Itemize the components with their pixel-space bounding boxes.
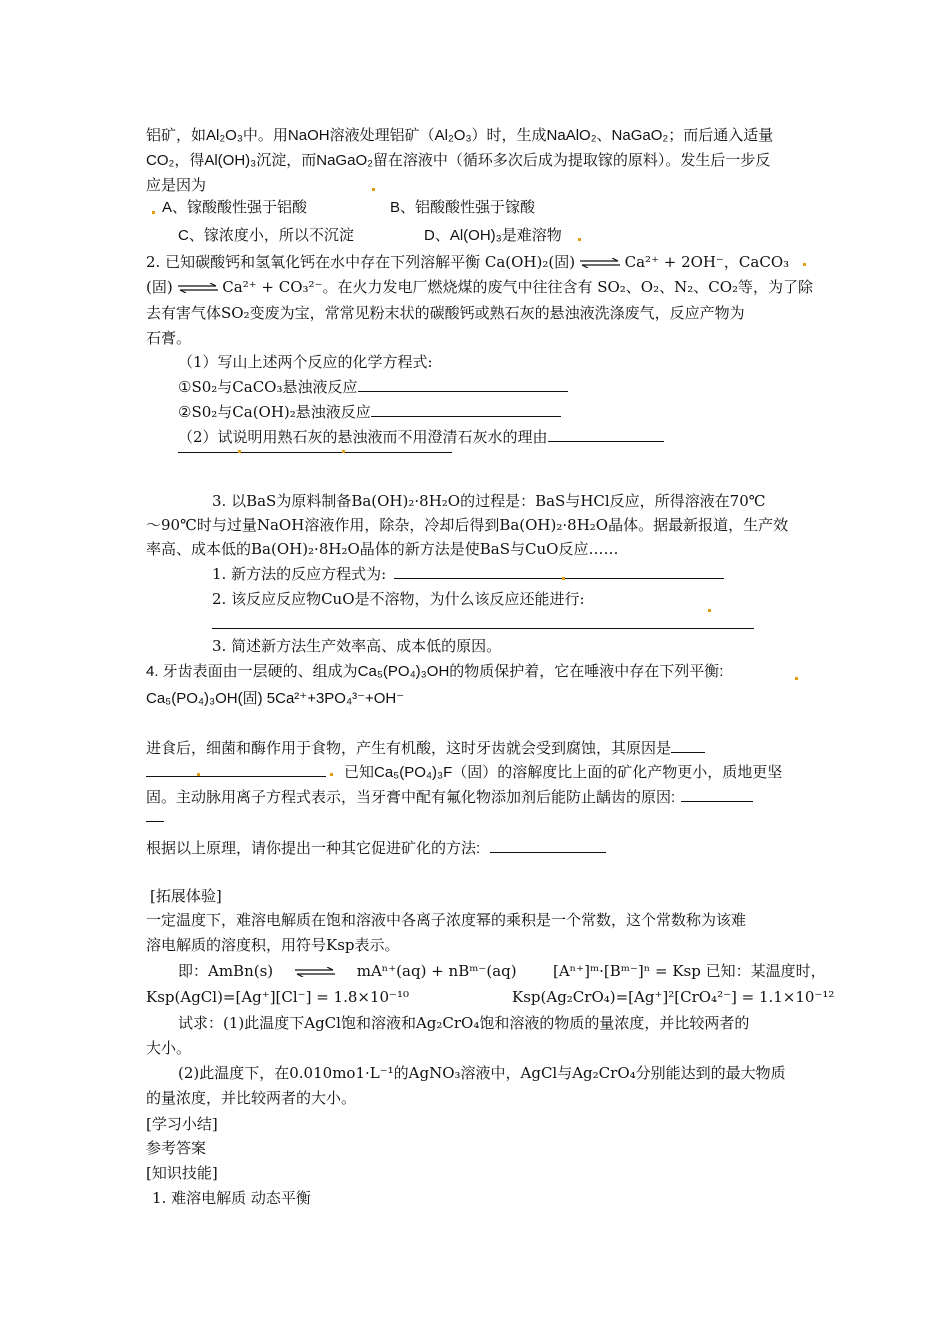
speck-mark bbox=[330, 773, 333, 776]
paragraph-line: 应是因为 bbox=[146, 177, 207, 194]
ksp-formula-part: mAⁿ⁺(aq) + nBᵐ⁻(aq) bbox=[356, 962, 517, 980]
option-a: A、镓酸酸性强于铝酸 bbox=[162, 199, 308, 216]
answer-blank[interactable] bbox=[371, 400, 561, 417]
speck-mark bbox=[803, 263, 806, 266]
speck-mark bbox=[238, 450, 241, 453]
extension-line: 的量浓度，并比较两者的大小。 bbox=[146, 1089, 357, 1107]
speck-mark bbox=[708, 609, 711, 612]
question-3-part-1 bbox=[212, 562, 882, 586]
question-3-line: ～90℃时与过量NaOH溶液作用，除杂，冷却后得到Ba(OH)₂·8H₂O晶体。据最新报道，生产效 bbox=[146, 516, 789, 534]
question-4-text: 已知Ca₅(PO₄)₃F（固）的溶解度比上面的矿化产物更小，质地更坚 bbox=[344, 764, 783, 781]
question-4-line bbox=[146, 760, 816, 785]
paragraph-line: CO₂，得Al(OH)₃沉淀，而NaGaO₂留在溶液中（循环多次后成为提取镓的原料）。发生后一步反 bbox=[146, 152, 771, 169]
question-2-part-2 bbox=[178, 425, 848, 449]
speck-mark bbox=[578, 238, 581, 241]
extension-line: 一定温度下，难溶电解质在饱和溶液中各离子浓度幂的乘积是一个常数，这个常数称为该难 bbox=[146, 911, 747, 929]
speck-mark bbox=[562, 577, 565, 580]
extension-question-1: 试求：(1)此温度下AgCl饱和溶液和Ag₂CrO₄饱和溶液的物质的量浓度，并比较两者的 bbox=[178, 1014, 750, 1032]
question-2-text: (固) bbox=[146, 278, 173, 296]
answer-line[interactable] bbox=[178, 452, 452, 453]
question-4-line bbox=[146, 836, 816, 861]
answer-blank[interactable] bbox=[681, 785, 753, 802]
question-2-text: Ca²⁺ + CO₃²⁻。在火力发电厂燃烧煤的废气中往往含有 SO₂、O₂、N₂、CO₂等，为了除 bbox=[222, 278, 814, 296]
question-4-line: 4. 牙齿表面由一层硬的、组成为Ca₅(PO₄)₃OH的物质保护着，它在唾液中存在下列平衡: bbox=[146, 663, 724, 680]
answer-blank[interactable] bbox=[358, 375, 568, 392]
question-2-line bbox=[146, 250, 816, 274]
speck-mark bbox=[197, 773, 200, 776]
answer-blank[interactable] bbox=[490, 836, 606, 853]
section-heading-answers: 参考答案 bbox=[146, 1139, 207, 1157]
question-2-line: 去有害气体SO₂变废为宝，常常见粉末状的碳酸钙或熟石灰的悬浊液洗涤废气，反应产物为 bbox=[146, 304, 745, 322]
equilibrium-arrow-icon bbox=[580, 258, 620, 268]
option-c: C、镓浓度小，所以不沉淀 bbox=[178, 227, 354, 244]
answer-blank[interactable] bbox=[671, 736, 705, 753]
question-2-part-1: （1）写山上述两个反应的化学方程式: bbox=[178, 353, 433, 371]
answer-blank[interactable] bbox=[146, 760, 326, 777]
question-2-text: 2. 已知碳酸钙和氢氧化钙在水中存在下列溶解平衡 Ca(OH)₂(固) bbox=[146, 253, 576, 271]
paragraph-line: 铝矿，如Al₂O₃中。用NaOH溶液处理铝矿（Al₂O₃）时，生成NaAlO₂、NaGaO₂；而后通入适量 bbox=[146, 127, 774, 144]
question-3-part-2: 2. 该反应反应物CuO是不溶物，为什么该反应还能进行: bbox=[212, 590, 585, 608]
option-b: B、铝酸酸性强于镓酸 bbox=[390, 199, 536, 216]
question-2-eq-1-label: ①S0₂与CaCO₃悬浊液反应 bbox=[178, 378, 358, 396]
question-3-line: 3. 以BaS为原料制备Ba(OH)₂·8H₂O的过程是：BaS与HCl反应，所得溶液在70℃ bbox=[212, 492, 766, 510]
extension-question-2: (2)此温度下，在0.010mo1·L⁻¹的AgNO₃溶液中，AgCl与Ag₂CrO₄分别能达到的最大物质 bbox=[178, 1064, 786, 1082]
question-2-eq-1 bbox=[178, 375, 848, 399]
ksp-agcl: Ksp(AgCl)=[Ag⁺][Cl⁻] = 1.8×10⁻¹⁰ bbox=[146, 988, 409, 1006]
question-3-part-3: 3. 简述新方法生产效率高、成本低的原因。 bbox=[212, 637, 502, 655]
answer-line[interactable] bbox=[212, 628, 754, 629]
equilibrium-arrow-icon bbox=[288, 967, 342, 977]
question-2-eq-2 bbox=[178, 400, 848, 424]
section-heading-skills: [知识技能] bbox=[146, 1164, 218, 1182]
ksp-definition: [Aⁿ⁺]ᵐ·[Bᵐ⁻]ⁿ = Ksp 已知：某温度时， bbox=[553, 962, 826, 980]
speck-mark bbox=[152, 211, 155, 214]
speck-mark bbox=[372, 188, 375, 191]
equilibrium-arrow-icon bbox=[178, 283, 218, 293]
speck-mark bbox=[795, 677, 798, 680]
question-3-line: 率高、成本低的Ba(OH)₂·8H₂O晶体的新方法是使BaS与CuO反应…… bbox=[146, 540, 619, 558]
answer-line[interactable] bbox=[146, 821, 164, 822]
question-2-eq-2-label: ②S0₂与Ca(OH)₂悬浊液反应 bbox=[178, 403, 371, 421]
answer-blank[interactable] bbox=[548, 425, 664, 442]
question-4-line bbox=[146, 785, 816, 810]
section-heading-extension: [拓展体验] bbox=[150, 887, 222, 905]
question-4-text: 进食后，细菌和酶作用于食物，产生有机酸，这时牙齿就会受到腐蚀，其原因是 bbox=[146, 740, 672, 757]
answer-item: 1. 难溶电解质 动态平衡 bbox=[152, 1189, 311, 1207]
question-4-text: 固。主动脉用离子方程式表示，当牙膏中配有氟化物添加剂后能防止龋齿的原因: bbox=[146, 789, 676, 806]
option-d: D、Al(OH)₃是难溶物 bbox=[424, 227, 562, 244]
section-heading-summary: [学习小结] bbox=[146, 1115, 218, 1133]
answer-blank[interactable] bbox=[394, 562, 724, 579]
question-4-line bbox=[146, 736, 816, 761]
question-3-part-1-label: 1. 新方法的反应方程式为: bbox=[212, 565, 387, 583]
question-4-equilibrium: Ca₅(PO₄)₃OH(固) 5Ca²⁺+3PO₄³⁻+OH⁻ bbox=[146, 690, 405, 707]
extension-line: 大小。 bbox=[146, 1039, 192, 1057]
speck-mark bbox=[342, 450, 345, 453]
question-2-line: 石膏。 bbox=[146, 329, 192, 347]
ksp-formula-part: 即：AmBn(s) bbox=[178, 962, 274, 980]
question-2-part-2-label: （2）试说明用熟石灰的悬浊液而不用澄清石灰水的理由 bbox=[178, 428, 548, 446]
extension-line: 溶电解质的溶度积，用符号Ksp表示。 bbox=[146, 936, 400, 954]
question-2-text: Ca²⁺ + 2OH⁻，CaCO₃ bbox=[624, 253, 790, 271]
question-4-text: 根据以上原理，请你提出一种其它促进矿化的方法: bbox=[146, 840, 481, 857]
question-2-line bbox=[146, 275, 816, 299]
ksp-ag2cro4: Ksp(Ag₂CrO₄)=[Ag⁺]²[CrO₄²⁻] = 1.1×10⁻¹² bbox=[512, 988, 835, 1006]
